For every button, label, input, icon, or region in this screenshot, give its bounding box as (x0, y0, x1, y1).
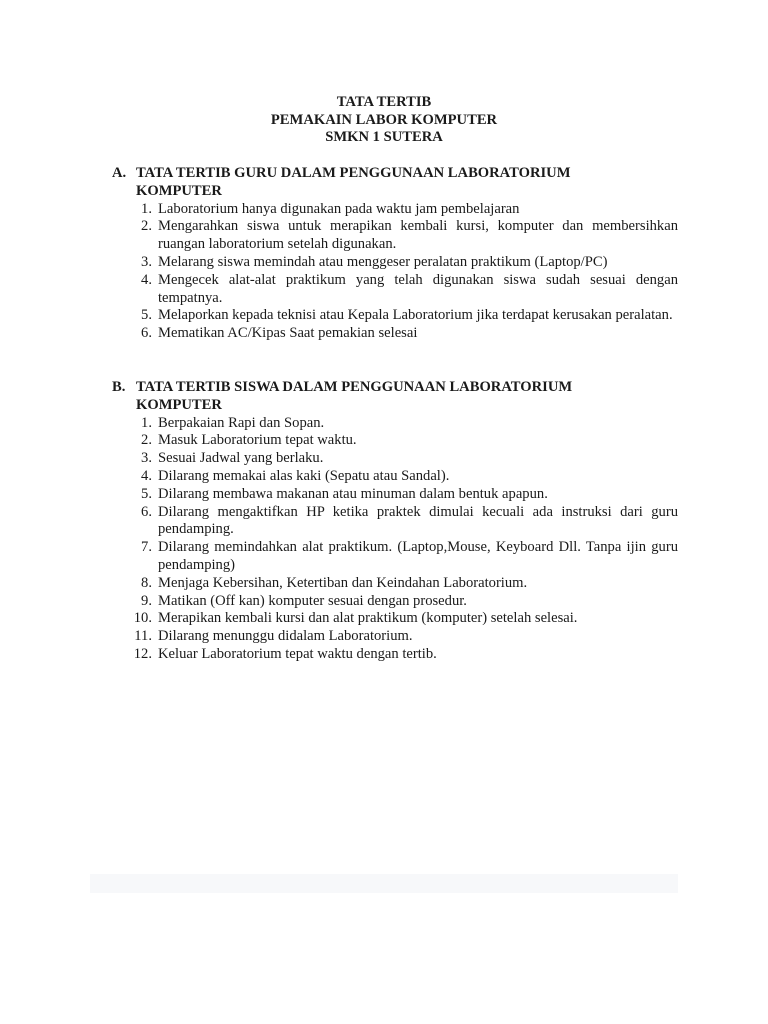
list-number: 5. (141, 485, 152, 502)
list-text: Laboratorium hanya digunakan pada waktu jam pembelajaran (158, 200, 520, 217)
list-item (112, 325, 678, 343)
list-item (112, 539, 678, 575)
list-number: 12. (133, 645, 152, 662)
title-line-1: TATA TERTIB (336, 94, 432, 110)
list-item (112, 450, 678, 468)
list-text: Berpakaian Rapi dan Sopan. (158, 414, 325, 431)
list-text: Keluar Laboratorium tepat waktu dengan tertib. (158, 645, 437, 662)
list-text: Sesuai Jadwal yang berlaku. (158, 450, 324, 467)
section-siswa-rules (112, 379, 678, 664)
list-number: 5. (141, 307, 152, 324)
list-text: Dilarang menunggu didalam Laboratorium. (158, 628, 413, 645)
section-heading (112, 165, 678, 201)
list-item (112, 646, 678, 664)
list-item (112, 201, 678, 219)
list-text: Dilarang mengaktifkan HP ketika praktek dimulai kecuali ada instruksi dari guru pendamping. (158, 503, 678, 538)
list-number: 1. (141, 200, 152, 217)
list-number: 8. (141, 574, 152, 591)
list-number: 10. (133, 610, 152, 627)
section-letter: A. (112, 165, 127, 181)
list-text: Matikan (Off kan) komputer sesuai dengan prosedur. (158, 592, 467, 609)
list-item (112, 593, 678, 611)
section-title: TATA TERTIB GURU DALAM PENGGUNAAN LABORATORIUM KOMPUTER (136, 165, 571, 199)
list-number: 4. (141, 271, 152, 288)
list-text: Masuk Laboratorium tepat waktu. (158, 432, 357, 449)
list-text: Dilarang memakai alas kaki (Sepatu atau Sandal). (158, 467, 450, 484)
list-item (112, 468, 678, 486)
list-item (112, 218, 678, 254)
list-number: 3. (141, 450, 152, 467)
list-number: 2. (141, 432, 152, 449)
list-number: 7. (141, 539, 152, 556)
list-text: Mengarahkan siswa untuk merapikan kembali kursi, komputer dan membersihkan ruangan laboratorium setelah digunakan. (158, 218, 678, 253)
list-number: 4. (141, 467, 152, 484)
list-text: Dilarang membawa makanan atau minuman dalam bentuk apapun. (158, 485, 548, 502)
title-line-2: PEMAKAIN LABOR KOMPUTER (270, 111, 498, 128)
list-item (112, 415, 678, 433)
document-title (0, 94, 768, 147)
footer-bar (90, 874, 678, 893)
list-number: 9. (141, 592, 152, 609)
list-number: 1. (141, 414, 152, 431)
list-text: Mematikan AC/Kipas Saat pemakian selesai (158, 325, 418, 342)
list-number: 11. (134, 628, 152, 645)
section-guru-rules (112, 165, 678, 343)
section-letter: B. (112, 379, 126, 395)
section-title: TATA TERTIB SISWA DALAM PENGGUNAAN LABORATORIUM KOMPUTER (136, 379, 573, 413)
rule-list (112, 415, 678, 664)
section-heading (112, 379, 678, 415)
list-number: 6. (141, 325, 152, 342)
rule-list (112, 201, 678, 343)
list-item (112, 272, 678, 308)
list-item (112, 504, 678, 540)
list-item (112, 575, 678, 593)
list-number: 6. (141, 503, 152, 520)
list-item (112, 486, 678, 504)
list-item (112, 254, 678, 272)
list-item (112, 610, 678, 628)
list-text: Dilarang memindahkan alat praktikum. (Laptop,Mouse, Keyboard Dll. Tanpa ijin guru pendamping) (158, 539, 678, 573)
list-text: Melaporkan kepada teknisi atau Kepala Laboratorium jika terdapat kerusakan peralatan. (158, 307, 673, 324)
list-item (112, 307, 678, 325)
list-item (112, 628, 678, 646)
list-text: Merapikan kembali kursi dan alat praktikum (komputer) setelah selesai. (158, 610, 578, 627)
list-item (112, 432, 678, 450)
list-text: Menjaga Kebersihan, Ketertiban dan Keindahan Laboratorium. (158, 574, 528, 591)
list-text: Melarang siswa memindah atau menggeser peralatan praktikum (Laptop/PC) (158, 253, 608, 270)
list-number: 2. (141, 218, 152, 235)
list-text: Mengecek alat-alat praktikum yang telah digunakan siswa sudah sesuai dengan tempatnya. (158, 271, 678, 306)
list-number: 3. (141, 253, 152, 270)
title-line-3: SMKN 1 SUTERA (325, 129, 443, 145)
